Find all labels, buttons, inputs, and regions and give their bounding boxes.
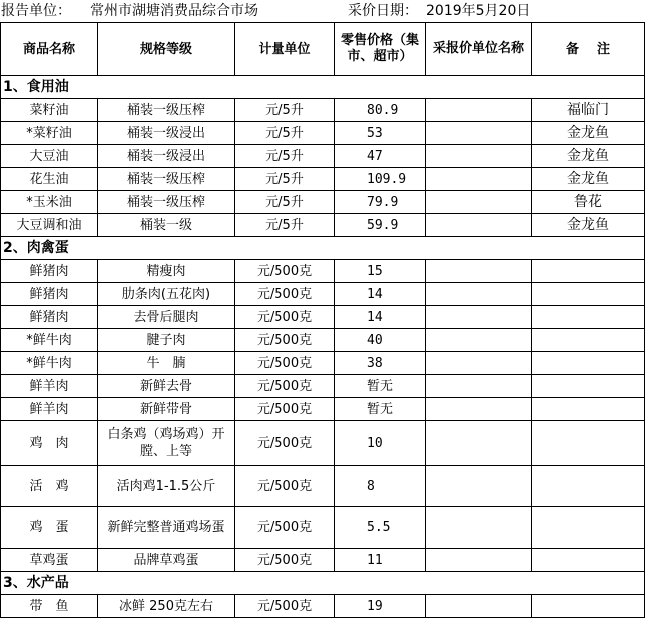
price-cell: 暂无 — [335, 398, 426, 421]
table-body — [1, 76, 645, 618]
note-cell — [532, 260, 645, 283]
price-cell: 14 — [335, 283, 426, 306]
price-cell: 109.9 — [335, 168, 426, 191]
table-row — [1, 466, 645, 507]
reporter-cell — [426, 214, 532, 237]
price-cell: 14 — [335, 306, 426, 329]
table-row — [1, 549, 645, 572]
table-row — [1, 398, 645, 421]
price-cell: 暂无 — [335, 375, 426, 398]
price-cell: 15 — [335, 260, 426, 283]
price-cell: 40 — [335, 329, 426, 352]
table-row — [1, 99, 645, 122]
note-cell: 金龙鱼 — [532, 145, 645, 168]
item-name-cell: 鸡 肉 — [1, 421, 98, 466]
col-header-unit: 计量单位 — [235, 23, 335, 76]
price-table — [0, 22, 645, 618]
spec-cell: 新鲜去骨 — [98, 375, 235, 398]
note-cell: 金龙鱼 — [532, 168, 645, 191]
unit-cell: 元/500克 — [235, 507, 335, 549]
note-cell: 金龙鱼 — [532, 214, 645, 237]
item-name-cell: 花生油 — [1, 168, 98, 191]
item-name-cell: 鲜羊肉 — [1, 398, 98, 421]
price-cell: 79.9 — [335, 191, 426, 214]
item-name-cell: *玉米油 — [1, 191, 98, 214]
price-cell: 38 — [335, 352, 426, 375]
unit-cell: 元/500克 — [235, 329, 335, 352]
reporter-cell — [426, 329, 532, 352]
spec-cell: 品牌草鸡蛋 — [98, 549, 235, 572]
section-title: 3、水产品 — [1, 572, 645, 595]
table-row — [1, 214, 645, 237]
reporter-cell — [426, 595, 532, 618]
section-title: 1、食用油 — [1, 76, 645, 99]
col-header-spec: 规格等级 — [98, 23, 235, 76]
item-name-cell: 鸡 蛋 — [1, 507, 98, 549]
spec-cell: 冰鲜 250克左右 — [98, 595, 235, 618]
note-cell: 鲁花 — [532, 191, 645, 214]
note-cell — [532, 549, 645, 572]
col-header-note: 备 注 — [532, 23, 645, 76]
reporter-cell — [426, 145, 532, 168]
spec-cell: 桶装一级浸出 — [98, 145, 235, 168]
unit-cell: 元/500克 — [235, 283, 335, 306]
note-cell — [532, 466, 645, 507]
item-name-cell: 草鸡蛋 — [1, 549, 98, 572]
reporter-cell — [426, 306, 532, 329]
note-cell — [532, 375, 645, 398]
report-header — [0, 0, 645, 22]
spec-cell: 牛 腩 — [98, 352, 235, 375]
col-header-price: 零售价格（集市、超市） — [335, 23, 426, 76]
note-cell — [532, 421, 645, 466]
section-row — [1, 572, 645, 595]
table-row — [1, 421, 645, 466]
item-name-cell: *鲜牛肉 — [1, 352, 98, 375]
note-cell — [532, 306, 645, 329]
spec-cell: 腱子肉 — [98, 329, 235, 352]
item-name-cell: 鲜猪肉 — [1, 260, 98, 283]
price-cell: 47 — [335, 145, 426, 168]
table-row — [1, 329, 645, 352]
unit-cell: 元/500克 — [235, 595, 335, 618]
reporter-cell — [426, 283, 532, 306]
table-row — [1, 191, 645, 214]
reporter-cell — [426, 191, 532, 214]
price-cell: 8 — [335, 466, 426, 507]
reporter-cell — [426, 375, 532, 398]
table-header-row — [1, 23, 645, 76]
report-unit-label: 报告单位： — [1, 3, 71, 19]
table-row — [1, 260, 645, 283]
spec-cell: 肋条肉(五花肉) — [98, 283, 235, 306]
note-cell — [532, 352, 645, 375]
item-name-cell: 鲜羊肉 — [1, 375, 98, 398]
unit-cell: 元/5升 — [235, 214, 335, 237]
unit-cell: 元/5升 — [235, 145, 335, 168]
reporter-cell — [426, 122, 532, 145]
note-cell — [532, 329, 645, 352]
reporter-cell — [426, 398, 532, 421]
table-row — [1, 595, 645, 618]
unit-cell: 元/500克 — [235, 352, 335, 375]
col-header-name: 商品名称 — [1, 23, 98, 76]
table-row — [1, 352, 645, 375]
unit-cell: 元/500克 — [235, 549, 335, 572]
item-name-cell: 带 鱼 — [1, 595, 98, 618]
table-row — [1, 168, 645, 191]
reporter-cell — [426, 466, 532, 507]
section-row — [1, 237, 645, 260]
spec-cell: 新鲜完整普通鸡场蛋 — [98, 507, 235, 549]
col-header-reporter: 采报价单位名称 — [426, 23, 532, 76]
price-cell: 80.9 — [335, 99, 426, 122]
item-name-cell: 菜籽油 — [1, 99, 98, 122]
spec-cell: 桶装一级浸出 — [98, 122, 235, 145]
report-unit-value: 常州市湖塘消费品综合市场 — [90, 3, 258, 19]
spec-cell: 活肉鸡1-1.5公斤 — [98, 466, 235, 507]
price-cell: 59.9 — [335, 214, 426, 237]
price-cell: 19 — [335, 595, 426, 618]
table-row — [1, 306, 645, 329]
price-date-value: 2019年5月20日 — [426, 3, 531, 19]
spec-cell: 去骨后腿肉 — [98, 306, 235, 329]
unit-cell: 元/500克 — [235, 260, 335, 283]
price-cell: 5.5 — [335, 507, 426, 549]
reporter-cell — [426, 99, 532, 122]
section-row — [1, 76, 645, 99]
unit-cell: 元/5升 — [235, 191, 335, 214]
unit-cell: 元/500克 — [235, 466, 335, 507]
note-cell — [532, 398, 645, 421]
note-cell — [532, 283, 645, 306]
reporter-cell — [426, 260, 532, 283]
spec-cell: 桶装一级 — [98, 214, 235, 237]
spec-cell: 精瘦肉 — [98, 260, 235, 283]
price-cell: 10 — [335, 421, 426, 466]
reporter-cell — [426, 549, 532, 572]
item-name-cell: 大豆油 — [1, 145, 98, 168]
item-name-cell: *鲜牛肉 — [1, 329, 98, 352]
unit-cell: 元/500克 — [235, 375, 335, 398]
note-cell — [532, 595, 645, 618]
table-row — [1, 145, 645, 168]
reporter-cell — [426, 168, 532, 191]
table-row — [1, 283, 645, 306]
spec-cell: 桶装一级压榨 — [98, 99, 235, 122]
unit-cell: 元/500克 — [235, 398, 335, 421]
table-row — [1, 122, 645, 145]
price-cell: 53 — [335, 122, 426, 145]
item-name-cell: 鲜猪肉 — [1, 283, 98, 306]
unit-cell: 元/500克 — [235, 421, 335, 466]
item-name-cell: 大豆调和油 — [1, 214, 98, 237]
note-cell: 金龙鱼 — [532, 122, 645, 145]
table-row — [1, 375, 645, 398]
item-name-cell: 鲜猪肉 — [1, 306, 98, 329]
unit-cell: 元/500克 — [235, 306, 335, 329]
item-name-cell: 活 鸡 — [1, 466, 98, 507]
reporter-cell — [426, 507, 532, 549]
spec-cell: 新鲜带骨 — [98, 398, 235, 421]
unit-cell: 元/5升 — [235, 122, 335, 145]
item-name-cell: *菜籽油 — [1, 122, 98, 145]
spec-cell: 桶装一级压榨 — [98, 168, 235, 191]
note-cell — [532, 507, 645, 549]
price-cell: 11 — [335, 549, 426, 572]
section-title: 2、肉禽蛋 — [1, 237, 645, 260]
reporter-cell — [426, 421, 532, 466]
table-row — [1, 507, 645, 549]
note-cell: 福临门 — [532, 99, 645, 122]
price-date-label: 采价日期： — [348, 3, 418, 19]
spec-cell: 白条鸡（鸡场鸡）开膛、上等 — [98, 421, 235, 466]
unit-cell: 元/5升 — [235, 99, 335, 122]
spec-cell: 桶装一级压榨 — [98, 191, 235, 214]
unit-cell: 元/5升 — [235, 168, 335, 191]
reporter-cell — [426, 352, 532, 375]
